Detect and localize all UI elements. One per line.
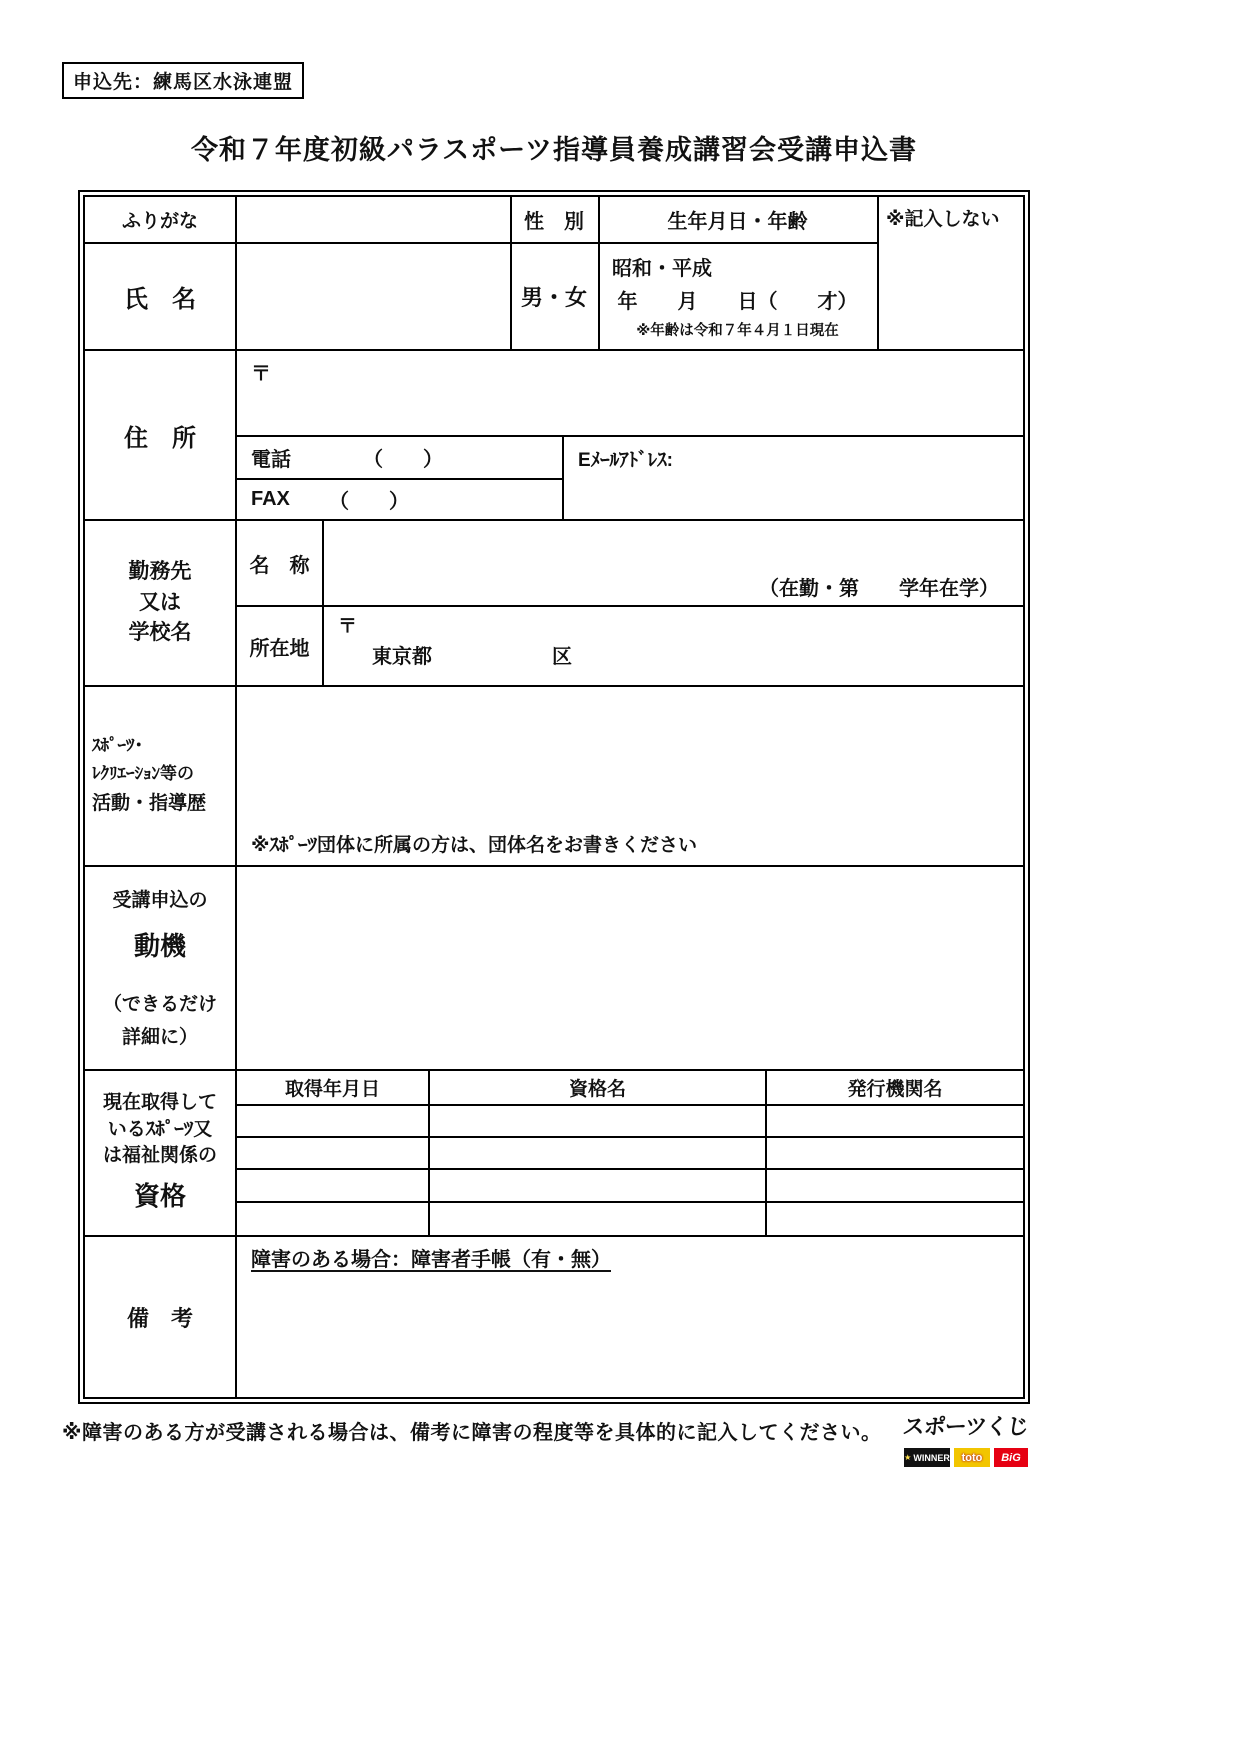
big-badge: BiG	[994, 1448, 1028, 1467]
qualification-label	[85, 1071, 235, 1233]
applicant-box: 申込先：練馬区水泳連盟	[62, 62, 304, 99]
qual-header-name: 資格名	[568, 1079, 626, 1100]
phone-paren: （ ）	[363, 449, 443, 471]
fax-field[interactable]	[237, 480, 562, 519]
activity-label-line: 活動・指導歴	[92, 793, 207, 815]
motive-label-line: （できるだけ	[102, 994, 217, 1015]
remarks-label: 備 考	[126, 1305, 193, 1331]
birth-header: 生年月日・年齢	[667, 211, 808, 233]
org-addr-value: 東京都 区	[372, 646, 572, 668]
motive-label	[85, 867, 235, 1067]
qualification-label-big: 資格	[133, 1180, 186, 1211]
motive-input-area[interactable]	[237, 867, 1023, 1067]
address-input-area[interactable]	[237, 351, 1023, 435]
phone-field[interactable]	[237, 437, 562, 478]
application-form-table	[78, 190, 1030, 1404]
sports-kuji-logo	[898, 1410, 1028, 1467]
gender-header: 性 別	[524, 211, 584, 233]
activity-label-line: ｽﾎﾟｰﾂ･	[92, 736, 143, 756]
qualification-label-line: いるｽﾎﾟｰﾂ又	[107, 1118, 213, 1140]
name-input-area[interactable]	[237, 244, 508, 347]
qualification-label-line: 現在取得して	[102, 1091, 217, 1113]
org-name-input-area[interactable]	[324, 521, 1023, 605]
form-grid	[85, 197, 1023, 1397]
gender-options[interactable]: 男・女	[520, 285, 587, 310]
activity-label-line: ﾚｸﾘｴｰｼｮﾝ等の	[92, 764, 194, 784]
workplace-label	[85, 521, 235, 685]
no-entry-label: ※記入しない	[886, 209, 1000, 230]
winner-badge-label: WINNER	[913, 1452, 950, 1463]
org-addr-input-area[interactable]	[324, 607, 1023, 685]
birth-era-options: 昭和・平成	[612, 258, 712, 280]
activity-label	[85, 687, 235, 865]
qualification-label-line: は福祉関係の	[102, 1145, 217, 1167]
qual-header-date: 取得年月日	[284, 1079, 380, 1100]
org-addr-postal-mark: 〒	[338, 616, 358, 637]
birth-date-line: 年 月 日（ 才）	[617, 291, 858, 313]
qualification-row[interactable]	[237, 1138, 1023, 1168]
org-name-note: （在勤・第 学年在学）	[759, 578, 999, 600]
org-name-label: 名 称	[249, 554, 310, 577]
qual-header-issuer: 発行機関名	[847, 1079, 943, 1100]
org-addr-label: 所在地	[249, 637, 310, 660]
workplace-label-line: 又は	[139, 590, 181, 614]
workplace-label-line: 学校名	[128, 621, 192, 645]
disability-footer-note: ※障害のある方が受講される場合は、備考に障害の程度等を具体的に記入してください。	[62, 1422, 882, 1444]
remarks-note: 障害のある場合：障害者手帳（有・無）	[251, 1249, 611, 1271]
motive-label-line: 受講申込の	[112, 890, 208, 911]
page-title: 令和７年度初級パラスポーツ指導員養成講習会受講申込書	[190, 135, 918, 165]
qualification-row[interactable]	[237, 1106, 1023, 1136]
name-label: 氏 名	[124, 286, 196, 313]
phone-label: 電話	[251, 449, 291, 471]
qualification-row[interactable]	[237, 1170, 1023, 1201]
motive-label-line: 動機	[133, 931, 186, 961]
winner-badge	[904, 1448, 950, 1467]
motive-label-line: 詳細に）	[121, 1027, 198, 1048]
fax-label: FAX	[251, 488, 290, 510]
lottery-badges	[898, 1448, 1028, 1467]
remarks-input-area[interactable]	[237, 1237, 1023, 1397]
address-label: 住 所	[124, 424, 196, 452]
postal-mark: 〒	[251, 363, 271, 385]
sports-kuji-wordmark: スポーツくじ	[901, 1414, 1030, 1439]
toto-badge: toto	[954, 1448, 990, 1467]
fax-paren: （ ）	[329, 491, 409, 513]
star-icon: ★	[904, 1453, 912, 1462]
birth-age-note: ※年齢は令和７年４月１日現在	[636, 323, 839, 339]
birth-date-cell[interactable]	[598, 244, 877, 349]
workplace-label-line: 勤務先	[128, 560, 192, 584]
email-label: Eﾒｰﾙｱﾄﾞﾚｽ:	[578, 450, 674, 471]
activity-input-area[interactable]	[237, 687, 1023, 863]
activity-note: ※ｽﾎﾟｰﾂ団体に所属の方は、団体名をお書きください	[251, 835, 697, 856]
furigana-label: ふりがな	[121, 211, 198, 232]
email-field[interactable]	[564, 437, 1023, 519]
qualification-row[interactable]	[237, 1203, 1023, 1235]
furigana-input-area[interactable]	[237, 197, 508, 240]
